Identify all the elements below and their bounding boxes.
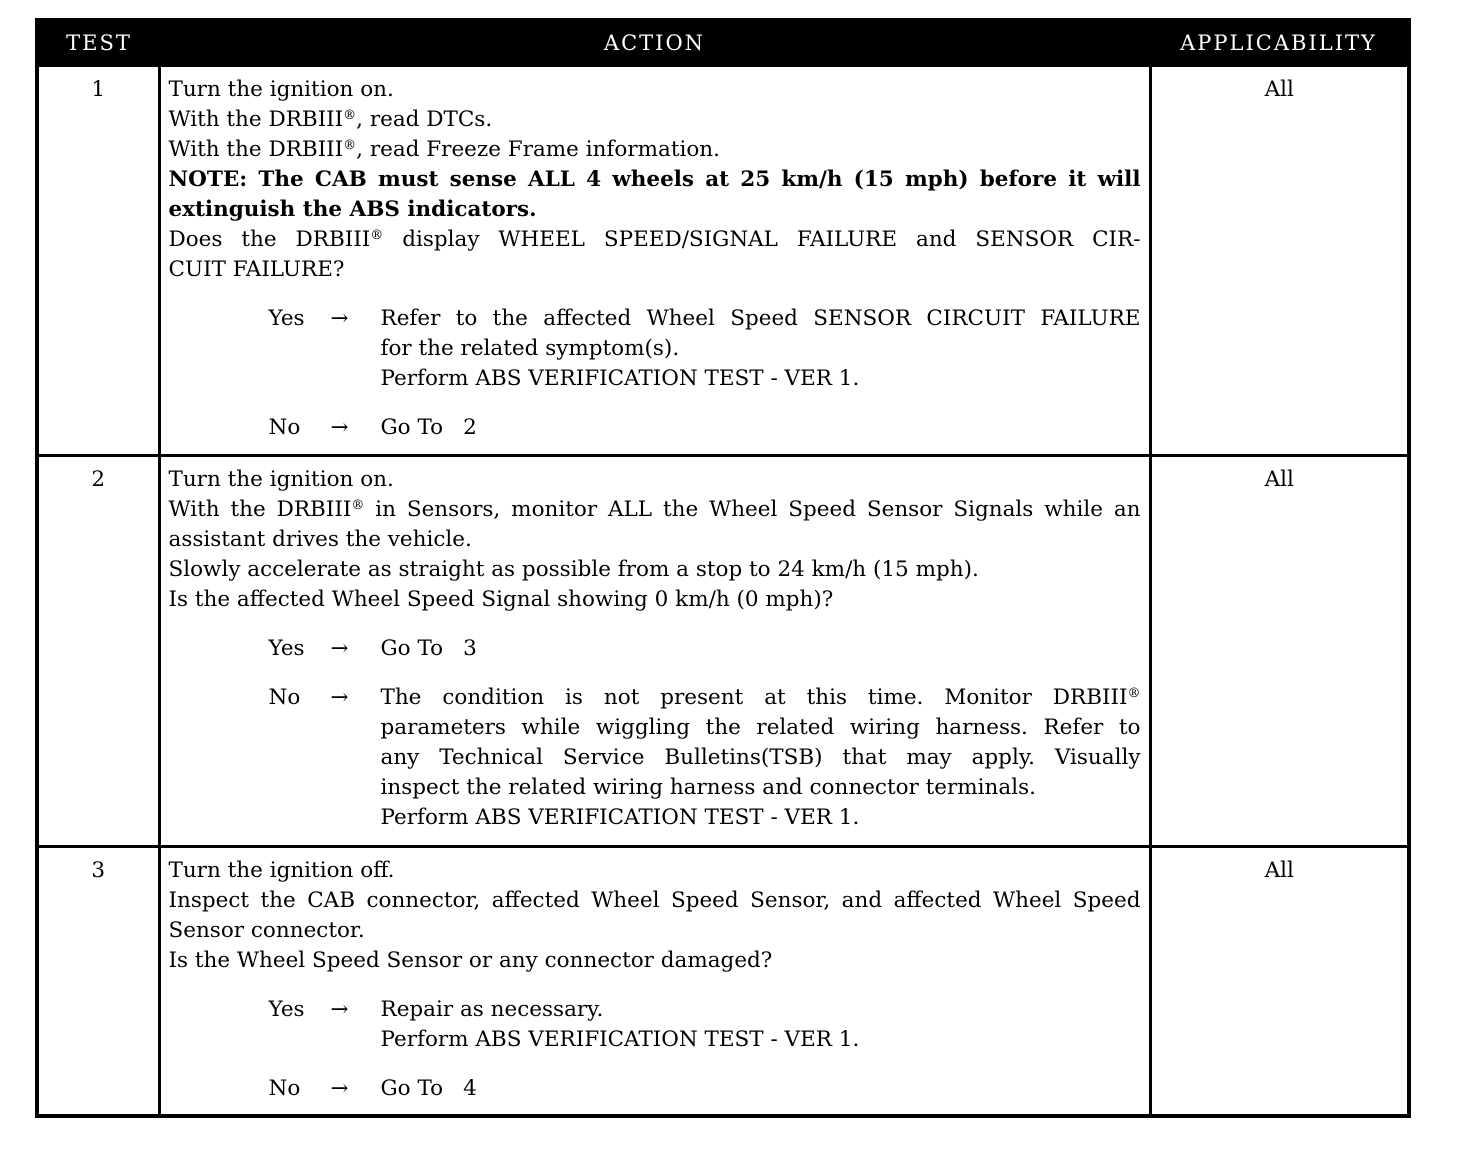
table-row-test-2 [37,456,1409,847]
outcome-yes [169,304,1141,394]
outcome-yes [169,995,1141,1055]
outcome-text [381,634,1141,664]
goto-text: Go To [380,636,444,661]
action-line: assistant drives the vehicle. [168,527,472,552]
note-line: extinguish the ABS indicators. [168,197,537,222]
action-line: Inspect the CAB connector, affected Wheel Speed Sensor, and affected Wheel Speed [168,888,1141,913]
arrow-right-icon: → [330,685,349,710]
action-line: With the DRBIII®, read DTCs. [168,107,493,132]
table-row-test-3 [37,847,1409,1116]
test-number: 3 [37,847,159,1116]
question-line: Does the DRBIII® display WHEEL SPEED/SIGNAL FAILURE and SENSOR CIR- [168,227,1141,252]
outcome-yes [169,634,1141,664]
outcome-no [169,1074,1141,1104]
goto-text: Go To [380,1076,444,1101]
action-line: With the DRBIII®, read Freeze Frame information. [168,137,720,162]
arrow-right-icon: → [330,1076,349,1101]
outcome-line: Perform ABS VERIFICATION TEST - VER 1. [380,805,860,830]
note-line: NOTE: The CAB must sense ALL 4 wheels at 25 km/h (15 mph) before it will [168,167,1141,192]
outcome-text [381,683,1141,833]
outcome-line: Repair as necessary. [380,997,604,1022]
outcome-text [381,1074,1141,1104]
action-line: Turn the ignition on. [168,77,394,102]
table-row-test-1 [37,66,1409,456]
arrow-right-icon: → [330,636,349,661]
outcome-text [381,304,1141,394]
header-test: TEST [37,20,159,66]
outcome-line: Perform ABS VERIFICATION TEST - VER 1. [380,366,860,391]
goto-test-number: 3 [463,636,477,661]
test-number: 1 [37,66,159,456]
action-line: Is the affected Wheel Speed Signal showing 0 km/h (0 mph)? [168,587,834,612]
arrow-right-icon: → [330,415,349,440]
action-cell [159,66,1150,456]
action-cell [159,456,1150,847]
goto-text: Go To [380,415,444,440]
arrow-right-icon: → [330,306,349,331]
goto-test-number: 2 [463,415,477,440]
outcome-text [381,995,1141,1055]
diagnostic-test-table [35,18,1411,1118]
outcome-line: any Technical Service Bulletins(TSB) that may apply. Visually [380,745,1141,770]
no-label: No [268,415,301,440]
test-number: 2 [37,456,159,847]
outcome-no [169,413,1141,443]
no-label: No [268,685,301,710]
yes-label: Yes [268,306,305,331]
yes-label: Yes [268,636,305,661]
action-line: Turn the ignition off. [168,858,395,883]
action-line: Turn the ignition on. [168,467,394,492]
goto-test-number: 4 [463,1076,477,1101]
outcome-line: parameters while wiggling the related wiring harness. Refer to [380,715,1141,740]
action-line: With the DRBIII® in Sensors, monitor ALL the Wheel Speed Sensor Signals while an [168,497,1141,522]
outcome-line: inspect the related wiring harness and connector terminals. [380,775,1036,800]
header-action: ACTION [159,20,1150,66]
action-line: Sensor connector. [168,918,365,943]
outcome-line: for the related symptom(s). [380,336,680,361]
outcome-line: The condition is not present at this time. Monitor DRBIII® [380,685,1141,710]
outcome-line: Perform ABS VERIFICATION TEST - VER 1. [380,1027,860,1052]
outcome-text [381,413,1141,443]
action-line: Slowly accelerate as straight as possible from a stop to 24 km/h (15 mph). [168,557,979,582]
outcome-no [169,683,1141,833]
table-body [37,66,1409,1116]
table-header [37,20,1409,66]
outcome-line: Refer to the affected Wheel Speed SENSOR CIRCUIT FAILURE [380,306,1141,331]
yes-label: Yes [268,997,305,1022]
applicability-value: All [1150,847,1409,1116]
no-label: No [268,1076,301,1101]
question-line: CUIT FAILURE? [168,257,345,282]
action-cell [159,847,1150,1116]
applicability-value: All [1150,66,1409,456]
arrow-right-icon: → [330,997,349,1022]
header-applicability: APPLICABILITY [1150,20,1409,66]
action-line: Is the Wheel Speed Sensor or any connector damaged? [168,948,773,973]
applicability-value: All [1150,456,1409,847]
header-row [37,20,1409,66]
